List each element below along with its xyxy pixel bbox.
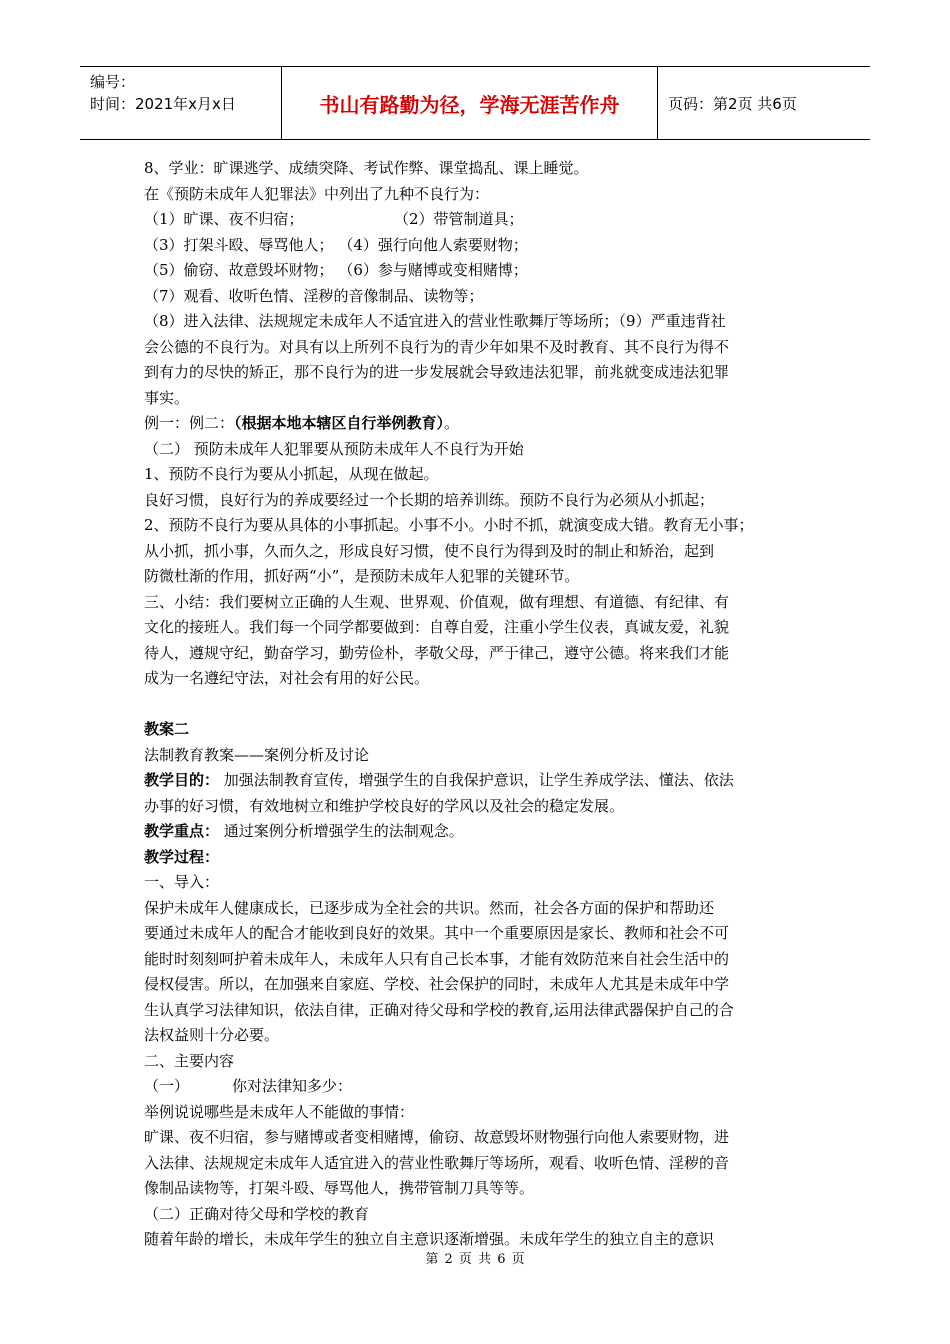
footer-ye-2: 页 (511, 1252, 525, 1267)
text-line: 2、预防不良行为要从具体的小事抓起。小事不小。小时不抓，就演变成大错。教育无小事； (144, 516, 754, 534)
text-line (144, 768, 812, 794)
text-line: 三、小结：我们要树立正确的人生观、世界观、价值观，做有理想、有道德、有纪律、有 (144, 592, 730, 611)
text-line: 从小抓，抓小事，久而久之，形成良好习惯，使不良行为得到及时的制止和矫治，起到 (144, 541, 715, 560)
text-line: 像制品读物等，打架斗殴、辱骂他人，携带管制刀具等等。 (144, 1179, 535, 1197)
page-footer (0, 1248, 950, 1267)
text-line: 一、导入： (144, 873, 220, 891)
text-line (144, 1074, 812, 1100)
text-line: 生认真学习法律知识，依法自律，正确对待父母和学校的教育,运用法律武器保护自己的合 (144, 1000, 734, 1019)
text-line (144, 411, 812, 437)
process-label: 教学过程： (144, 847, 220, 866)
text-line: （7）观看、收听色情、淫秽的音像制品、读物等； (144, 286, 484, 305)
spacer (144, 692, 812, 718)
text-line: 随着年龄的增长，未成年学生的独立自主意识逐渐增强。未成年学生的独立自主的意识 (144, 1230, 715, 1248)
text-line: 要通过未成年人的配合才能收到良好的效果。其中一个重要原因是家长、教师和社会不可 (144, 924, 730, 942)
text-line: 事实。 (144, 388, 190, 407)
objective-label: 教学目的： (144, 771, 220, 789)
text-line: 旷课、夜不归宿，参与赌博或者变相赌博，偷窃、故意毁坏财物强行向他人索要财物，进 (144, 1128, 730, 1146)
text-line: 法权益则十分必要。 (144, 1026, 280, 1044)
lesson-subtitle: 法制教育教案——案例分析及讨论 (144, 745, 370, 764)
text-line: 防微杜渐的作用，抓好两“小”，是预防未成年人犯罪的关键环节。 (144, 567, 580, 585)
text-line: （3）打架斗殴、辱骂他人； （4）强行向他人索要财物； (144, 235, 528, 254)
header-page-info: 页码：第2页 共6页 (668, 94, 797, 113)
sub-heading: 你对法律知多少： (232, 1077, 353, 1095)
text-line: 8、学业：旷课逃学、成绩突降、考试作弊、课堂捣乱、课上睡觉。 (144, 159, 589, 177)
lesson-title: 教案二 (144, 720, 190, 738)
header-table (80, 66, 870, 140)
text-line: 侵权侵害。所以，在加强来自家庭、学校、社会保护的同时，未成年人尤其是未成年中学 (144, 975, 730, 993)
text-line: （5）偷窃、故意毁坏财物； （6）参与赌博或变相赌博； (144, 261, 528, 279)
list-item: （1）旷课、夜不归宿； (144, 210, 304, 228)
focus-text: 通过案例分析增强学生的法制观念。 (219, 822, 464, 840)
footer-ye: 页 (458, 1252, 472, 1267)
text-line: 待人，遵规守纪，勤奋学习，勤劳俭朴，孝敬父母，严于律己，遵守公德。将来我们才能 (144, 643, 730, 662)
text-line: 办事的好习惯，有效地树立和维护学校良好的学风以及社会的稳定发展。 (144, 796, 625, 815)
footer-gong: 共 (478, 1252, 492, 1267)
footer-total-pages: 6 (497, 1252, 506, 1267)
text-line: （二）正确对待父母和学校的教育 (144, 1204, 370, 1223)
section-heading: （二） 预防未成年人犯罪要从预防未成年人不良行为开始 (144, 439, 524, 458)
text-line: 举例说说哪些是未成年人不能做的事情： (144, 1102, 415, 1121)
text-line: 在《预防未成年人犯罪法》中列出了九种不良行为： (144, 184, 490, 203)
text-line: 良好习惯，良好行为的养成要经过一个长期的培养训练。预防不良行为必须从小抓起； (144, 490, 715, 509)
text-line (144, 819, 812, 845)
text-line: 1、预防不良行为要从小抓起，从现在做起。 (144, 465, 439, 483)
time-label: 时间：2021年x月x日 (90, 95, 236, 113)
text-line: 保护未成年人健康成长，已逐步成为全社会的共识。然而，社会各方面的保护和帮助还 (144, 898, 715, 917)
header-left-cell (80, 67, 282, 139)
objective-text: 加强法制教育宣传，增强学生的自我保护意识，让学生养成学法、懂法、依法 (219, 771, 734, 789)
text-line (144, 207, 812, 233)
sub-number: （一） (144, 1077, 190, 1095)
text-line: 能时时刻刻呵护着未成年人，未成年人只有自己长本事，才能有效防范来自社会生活中的 (144, 949, 730, 968)
text-line: 文化的接班人。我们每一个同学都要做到：自尊自爱，注重小学生仪表，真诚友爱，礼貌 (144, 618, 730, 636)
example-label: 例一：例二： (144, 414, 235, 432)
list-item: （2）带管制道具； (394, 210, 524, 228)
focus-label: 教学重点： (144, 822, 220, 840)
text-line: 入法律、法规规定未成年人适宜进入的营业性歌舞厅等场所，观看、收听色情、淫秽的音 (144, 1153, 730, 1172)
text-line: （8）进入法律、法规规定未成年人不适宜进入的营业性歌舞厅等场所；（9）严重违背社 (144, 312, 726, 330)
text-line: 到有力的尽快的矫正，那不良行为的进一步发展就会导致违法犯罪，前兆就变成违法犯罪 (144, 363, 730, 381)
text-line: 二、主要内容 (144, 1051, 235, 1070)
period: 。 (444, 414, 460, 432)
example-note: （根据本地本辖区自行举例教育） (234, 414, 445, 432)
footer-page-number: 2 (444, 1252, 453, 1267)
text-line: 会公德的不良行为。对具有以上所列不良行为的青少年如果不及时教育、其不良行为得不 (144, 337, 730, 356)
header-motto: 书山有路勤为径，学海无涯苦作舟 (282, 67, 658, 139)
document-body (144, 156, 812, 1253)
text-line: 成为一名遵纪守法，对社会有用的好公民。 (144, 669, 430, 687)
number-label: 编号： (90, 73, 136, 91)
footer-di: 第 (425, 1252, 439, 1267)
